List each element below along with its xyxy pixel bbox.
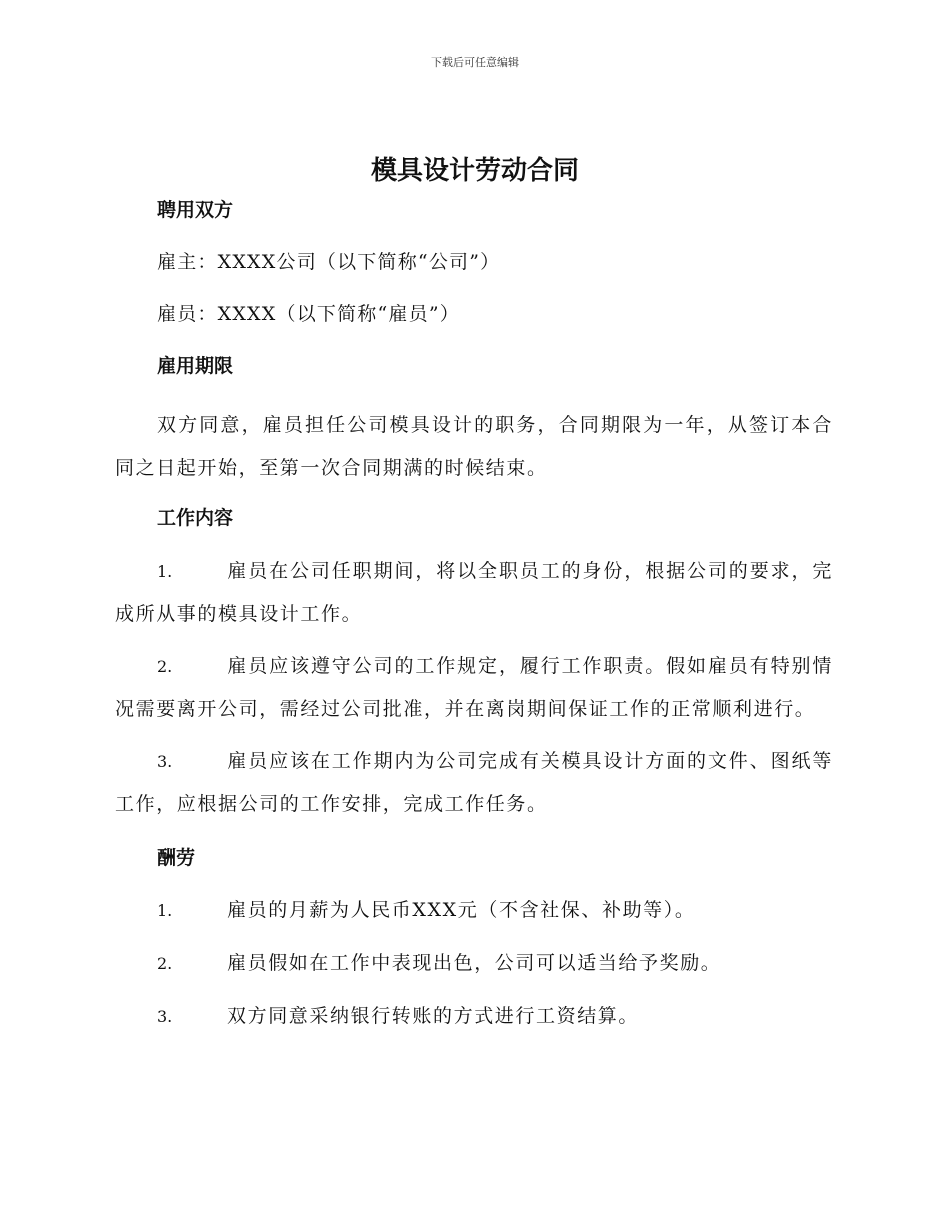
list-item-text: 雇员假如在工作中表现出色，公司可以适当给予奖励。	[227, 952, 722, 974]
work-item-3	[115, 740, 833, 826]
list-item-text: 雇员的月薪为人民币XXX元（不含社保、补助等）。	[227, 899, 696, 921]
section-heading-work: 工作内容	[157, 507, 234, 529]
header-note: 下载后可任意编辑	[431, 56, 519, 69]
employee-line: 雇员：XXXX（以下简称“雇员”）	[157, 303, 460, 325]
list-item-text: 双方同意采纳银行转账的方式进行工资结算。	[227, 1005, 640, 1027]
section-heading-parties: 聘用双方	[157, 199, 234, 221]
document-title: 模具设计劳动合同	[370, 156, 579, 186]
section-heading-pay: 酬劳	[157, 847, 196, 869]
work-item-2	[115, 645, 833, 731]
list-item-text: 雇员应该在工作期内为公司完成有关模具设计方面的文件、图纸等工作，应根据公司的工作安排，完成工作任务。	[115, 750, 833, 815]
list-number: 3.	[157, 752, 173, 771]
list-number: 2.	[157, 657, 173, 676]
employer-line: 雇主：XXXX公司（以下简称“公司”）	[157, 251, 501, 273]
list-item-text: 雇员在公司任职期间，将以全职员工的身份，根据公司的要求，完成所从事的模具设计工作。	[115, 560, 833, 625]
list-number: 3.	[157, 1007, 173, 1026]
list-number: 2.	[157, 954, 173, 973]
pay-item-1	[115, 896, 833, 925]
term-paragraph: 双方同意，雇员担任公司模具设计的职务，合同期限为一年，从签订本合同之日起开始，至第一次合同期满的时候结束。	[115, 414, 833, 479]
pay-item-3	[115, 1002, 833, 1031]
list-item-text: 雇员应该遵守公司的工作规定，履行工作职责。假如雇员有特别情况需要离开公司，需经过公司批准，并在离岗期间保证工作的正常顺利进行。	[115, 655, 833, 720]
list-number: 1.	[157, 901, 173, 920]
document-body	[115, 196, 833, 1055]
pay-item-2	[115, 949, 833, 978]
work-item-1	[115, 550, 833, 636]
section-heading-term: 雇用期限	[157, 355, 234, 377]
list-number: 1.	[157, 562, 173, 581]
